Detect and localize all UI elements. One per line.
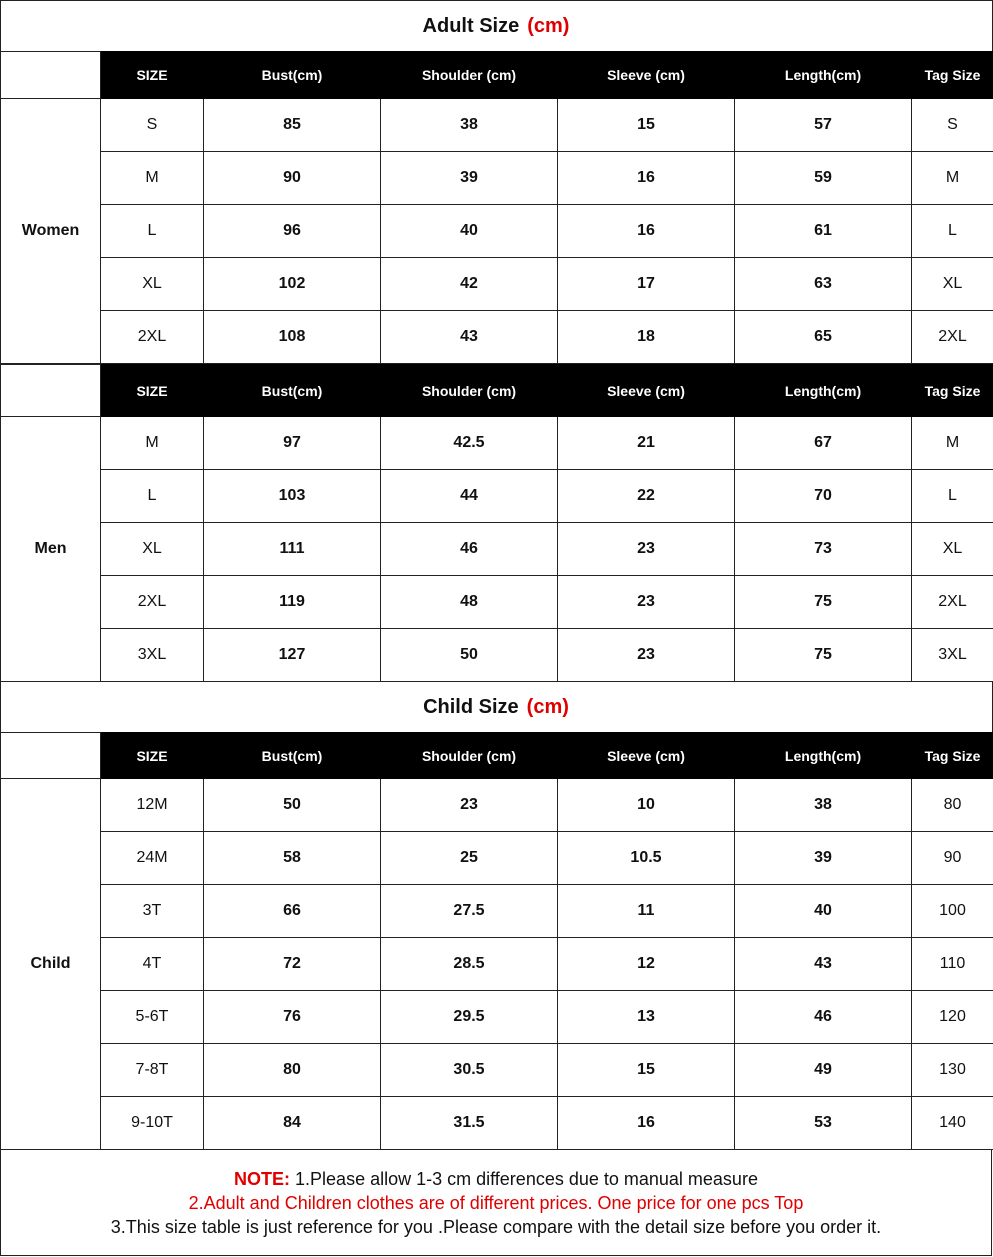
table-cell: XL xyxy=(912,258,993,311)
table-cell: 46 xyxy=(381,523,558,576)
table-cell: L xyxy=(912,205,993,258)
group-label-men: Men xyxy=(1,417,101,682)
note-line-1 xyxy=(234,1167,758,1191)
group-label-child: Child xyxy=(1,779,101,1150)
table-cell: 50 xyxy=(204,779,381,832)
table-cell: 70 xyxy=(735,470,912,523)
table-cell: 24M xyxy=(101,832,204,885)
table-cell: 111 xyxy=(204,523,381,576)
table-cell: 23 xyxy=(558,576,735,629)
column-header: Sleeve (cm) xyxy=(558,365,735,417)
note-line-3: 3.This size table is just reference for you .Please compare with the detail size before you order it. xyxy=(110,1216,882,1237)
table-cell: S xyxy=(101,99,204,152)
table-cell: M xyxy=(912,152,993,205)
table-cell: 21 xyxy=(558,417,735,470)
table-cell: 16 xyxy=(558,1097,735,1150)
column-header: Length(cm) xyxy=(735,52,912,99)
table-cell: 80 xyxy=(204,1044,381,1097)
table-cell: 38 xyxy=(381,99,558,152)
table-cell: 130 xyxy=(912,1044,993,1097)
header-blank-cell xyxy=(1,52,101,99)
table-cell: 42 xyxy=(381,258,558,311)
table-row xyxy=(1,470,993,523)
table-cell: 12M xyxy=(101,779,204,832)
table-cell: 119 xyxy=(204,576,381,629)
table-cell: 49 xyxy=(735,1044,912,1097)
table-cell: 12 xyxy=(558,938,735,991)
table-cell: 2XL xyxy=(101,576,204,629)
table-row xyxy=(1,938,993,991)
table-cell: 10.5 xyxy=(558,832,735,885)
table-cell: 16 xyxy=(558,152,735,205)
note-text-1: 1.Please allow 1-3 cm differences due to manual measure xyxy=(290,1168,758,1189)
table-row xyxy=(1,991,993,1044)
table-cell: 65 xyxy=(735,311,912,364)
table-cell: 140 xyxy=(912,1097,993,1150)
table-cell: 96 xyxy=(204,205,381,258)
table-cell: 15 xyxy=(558,1044,735,1097)
table-cell: 61 xyxy=(735,205,912,258)
table-cell: 23 xyxy=(381,779,558,832)
table-cell: 48 xyxy=(381,576,558,629)
table-cell: L xyxy=(912,470,993,523)
table-row xyxy=(1,311,993,364)
table-cell: 2XL xyxy=(101,311,204,364)
table-cell: 2XL xyxy=(912,576,993,629)
table-row xyxy=(1,832,993,885)
table-row xyxy=(1,885,993,938)
header-blank-cell xyxy=(1,365,101,417)
child-size-title xyxy=(0,681,992,733)
table-cell: 2XL xyxy=(912,311,993,364)
table-cell: 30.5 xyxy=(381,1044,558,1097)
column-header: Bust(cm) xyxy=(204,365,381,417)
column-header: Sleeve (cm) xyxy=(558,52,735,99)
table-cell: 3T xyxy=(101,885,204,938)
table-cell: 10 xyxy=(558,779,735,832)
table-row xyxy=(1,779,993,832)
child-title-unit: (cm) xyxy=(526,695,569,718)
table-cell: 84 xyxy=(204,1097,381,1150)
column-header: Shoulder (cm) xyxy=(381,365,558,417)
table-cell: 42.5 xyxy=(381,417,558,470)
table-cell: 23 xyxy=(558,523,735,576)
header-row xyxy=(1,365,993,417)
table-row xyxy=(1,1044,993,1097)
men-size-table xyxy=(0,364,993,682)
table-row xyxy=(1,629,993,682)
table-cell: 102 xyxy=(204,258,381,311)
column-header: Shoulder (cm) xyxy=(381,733,558,779)
header-blank-cell xyxy=(1,733,101,779)
header-row xyxy=(1,52,993,99)
table-cell: 63 xyxy=(735,258,912,311)
table-cell: 39 xyxy=(381,152,558,205)
table-cell: 90 xyxy=(912,832,993,885)
table-cell: 40 xyxy=(381,205,558,258)
note-line-2: 2.Adult and Children clothes are of different prices. One price for one pcs Top xyxy=(188,1192,804,1213)
table-row xyxy=(1,1097,993,1150)
table-cell: 59 xyxy=(735,152,912,205)
table-cell: M xyxy=(912,417,993,470)
table-cell: XL xyxy=(101,258,204,311)
table-cell: 4T xyxy=(101,938,204,991)
table-cell: 85 xyxy=(204,99,381,152)
table-cell: 9-10T xyxy=(101,1097,204,1150)
table-cell: L xyxy=(101,470,204,523)
table-cell: 7-8T xyxy=(101,1044,204,1097)
column-header: SIZE xyxy=(101,365,204,417)
table-cell: 18 xyxy=(558,311,735,364)
table-cell: 13 xyxy=(558,991,735,1044)
table-cell: M xyxy=(101,152,204,205)
table-cell: 31.5 xyxy=(381,1097,558,1150)
table-row xyxy=(1,99,993,152)
table-cell: 66 xyxy=(204,885,381,938)
table-cell: 76 xyxy=(204,991,381,1044)
table-cell: 44 xyxy=(381,470,558,523)
table-cell: 75 xyxy=(735,576,912,629)
table-cell: 72 xyxy=(204,938,381,991)
table-cell: 17 xyxy=(558,258,735,311)
table-cell: 73 xyxy=(735,523,912,576)
note-label: NOTE: xyxy=(234,1168,291,1189)
table-cell: 39 xyxy=(735,832,912,885)
table-cell: 75 xyxy=(735,629,912,682)
table-cell: 22 xyxy=(558,470,735,523)
table-cell: 11 xyxy=(558,885,735,938)
table-cell: 15 xyxy=(558,99,735,152)
table-cell: 103 xyxy=(204,470,381,523)
table-cell: 16 xyxy=(558,205,735,258)
table-cell: S xyxy=(912,99,993,152)
women-size-table xyxy=(0,51,993,364)
table-cell: 97 xyxy=(204,417,381,470)
table-cell: 43 xyxy=(735,938,912,991)
table-cell: 5-6T xyxy=(101,991,204,1044)
adult-title-text: Adult Size xyxy=(422,14,520,37)
table-cell: 53 xyxy=(735,1097,912,1150)
table-row xyxy=(1,576,993,629)
column-header: Tag Size xyxy=(912,733,993,779)
table-cell: 50 xyxy=(381,629,558,682)
column-header: Shoulder (cm) xyxy=(381,52,558,99)
group-label-women: Women xyxy=(1,99,101,364)
column-header: Length(cm) xyxy=(735,733,912,779)
table-cell: 80 xyxy=(912,779,993,832)
table-cell: 120 xyxy=(912,991,993,1044)
table-row xyxy=(1,417,993,470)
table-cell: 58 xyxy=(204,832,381,885)
child-size-table xyxy=(0,732,993,1150)
table-cell: 67 xyxy=(735,417,912,470)
column-header: Tag Size xyxy=(912,365,993,417)
table-cell: 25 xyxy=(381,832,558,885)
column-header: Bust(cm) xyxy=(204,733,381,779)
column-header: SIZE xyxy=(101,52,204,99)
table-cell: 110 xyxy=(912,938,993,991)
table-cell: 100 xyxy=(912,885,993,938)
table-cell: 40 xyxy=(735,885,912,938)
table-row xyxy=(1,152,993,205)
table-cell: 28.5 xyxy=(381,938,558,991)
column-header: Bust(cm) xyxy=(204,52,381,99)
table-cell: 46 xyxy=(735,991,912,1044)
table-cell: 3XL xyxy=(101,629,204,682)
table-row xyxy=(1,205,993,258)
table-cell: L xyxy=(101,205,204,258)
table-cell: XL xyxy=(101,523,204,576)
column-header: Length(cm) xyxy=(735,365,912,417)
table-cell: 29.5 xyxy=(381,991,558,1044)
child-title-text: Child Size xyxy=(423,695,519,718)
table-cell: 127 xyxy=(204,629,381,682)
header-row xyxy=(1,733,993,779)
table-cell: 3XL xyxy=(912,629,993,682)
table-cell: 38 xyxy=(735,779,912,832)
table-cell: M xyxy=(101,417,204,470)
table-row xyxy=(1,523,993,576)
adult-title-unit: (cm) xyxy=(527,14,570,37)
adult-size-title xyxy=(0,0,992,52)
table-cell: 23 xyxy=(558,629,735,682)
table-cell: 57 xyxy=(735,99,912,152)
table-cell: 27.5 xyxy=(381,885,558,938)
table-row xyxy=(1,258,993,311)
table-cell: 90 xyxy=(204,152,381,205)
column-header: Sleeve (cm) xyxy=(558,733,735,779)
table-cell: 43 xyxy=(381,311,558,364)
notes-box xyxy=(0,1149,992,1256)
column-header: SIZE xyxy=(101,733,204,779)
column-header: Tag Size xyxy=(912,52,993,99)
table-cell: XL xyxy=(912,523,993,576)
table-cell: 108 xyxy=(204,311,381,364)
